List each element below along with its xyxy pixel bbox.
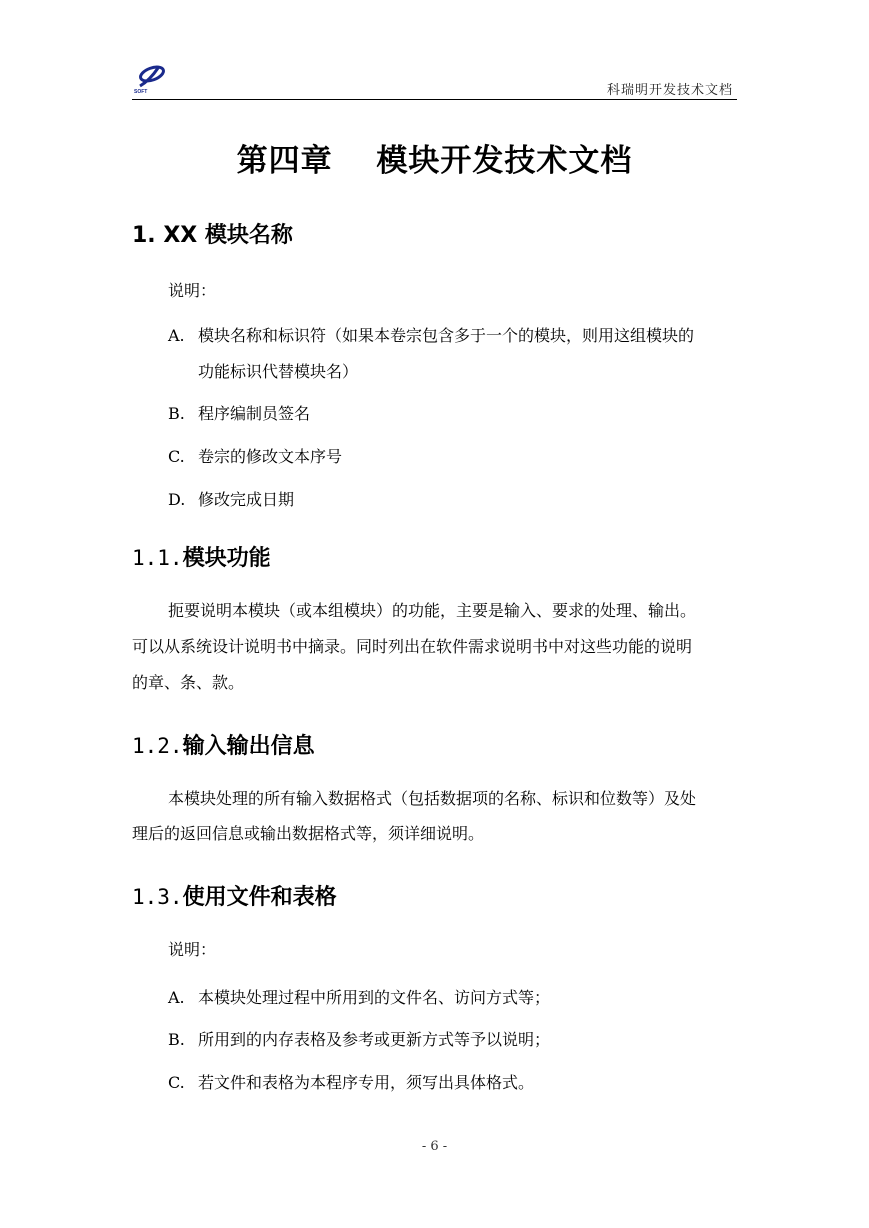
list-item bbox=[168, 985, 550, 1008]
list-item-text: 模块名称和标识符（如果本卷宗包含多于一个的模块，则用这组模块的 bbox=[198, 326, 695, 345]
list-item bbox=[168, 1027, 550, 1050]
list-marker: A. bbox=[168, 988, 185, 1007]
list-item bbox=[168, 401, 310, 424]
paragraph-line: 可以从系统设计说明书中摘录。同时列出在软件需求说明书中对这些功能的说明 bbox=[132, 637, 693, 656]
paragraph-line: 的章、条、款。 bbox=[132, 673, 245, 692]
section-number: 1.2. bbox=[132, 734, 183, 758]
list-item bbox=[168, 444, 342, 467]
section-title: 使用文件和表格 bbox=[182, 885, 337, 910]
list-item bbox=[168, 487, 294, 510]
paragraph-line: 本模块处理的所有输入数据格式（包括数据项的名称、标识和位数等）及处 bbox=[168, 789, 697, 808]
list-item-text: 程序编制员签名 bbox=[198, 404, 311, 423]
section-1-note-label: 说明： bbox=[168, 281, 217, 300]
section-1-heading: 1. XX 模块名称 bbox=[132, 223, 293, 248]
chapter-title: 第四章 模块开发技术文档 bbox=[236, 143, 633, 179]
list-item bbox=[168, 323, 694, 346]
section-title: 输入输出信息 bbox=[182, 734, 315, 759]
section-1-3-heading bbox=[132, 880, 337, 911]
header-title: 科瑞明开发技术文档 bbox=[606, 83, 733, 98]
list-item-text: 修改完成日期 bbox=[198, 490, 295, 509]
list-item-text: 本模块处理过程中所用到的文件名、访问方式等； bbox=[198, 988, 551, 1007]
paragraph-line: 扼要说明本模块（或本组模块）的功能，主要是输入、要求的处理、输出。 bbox=[168, 601, 697, 620]
section-1-1-heading bbox=[132, 541, 271, 572]
list-item-text: 所用到的内存表格及参考或更新方式等予以说明； bbox=[198, 1030, 551, 1049]
list-item bbox=[168, 1070, 534, 1093]
list-marker: B. bbox=[168, 404, 185, 423]
page-number: - 6 - bbox=[421, 1139, 448, 1154]
list-marker: D. bbox=[168, 490, 186, 509]
section-1-2-heading bbox=[132, 729, 315, 760]
section-1-3-note-label: 说明： bbox=[168, 940, 217, 959]
list-marker: A. bbox=[168, 326, 185, 345]
logo-text: SOFT bbox=[134, 89, 148, 95]
list-item-text: 卷宗的修改文本序号 bbox=[198, 447, 343, 466]
list-marker: C. bbox=[168, 1073, 185, 1092]
section-number: 1.1. bbox=[132, 546, 183, 570]
header-divider bbox=[132, 99, 737, 100]
list-marker: C. bbox=[168, 447, 185, 466]
list-item-text: 若文件和表格为本程序专用，须写出具体格式。 bbox=[198, 1073, 535, 1092]
company-logo-icon bbox=[132, 60, 168, 96]
list-marker: B. bbox=[168, 1030, 185, 1049]
list-item-continuation: 功能标识代替模块名） bbox=[198, 362, 359, 381]
section-title: 模块功能 bbox=[182, 546, 271, 571]
paragraph-line: 理后的返回信息或输出数据格式等，须详细说明。 bbox=[132, 824, 485, 843]
section-number: 1.3. bbox=[132, 885, 183, 909]
